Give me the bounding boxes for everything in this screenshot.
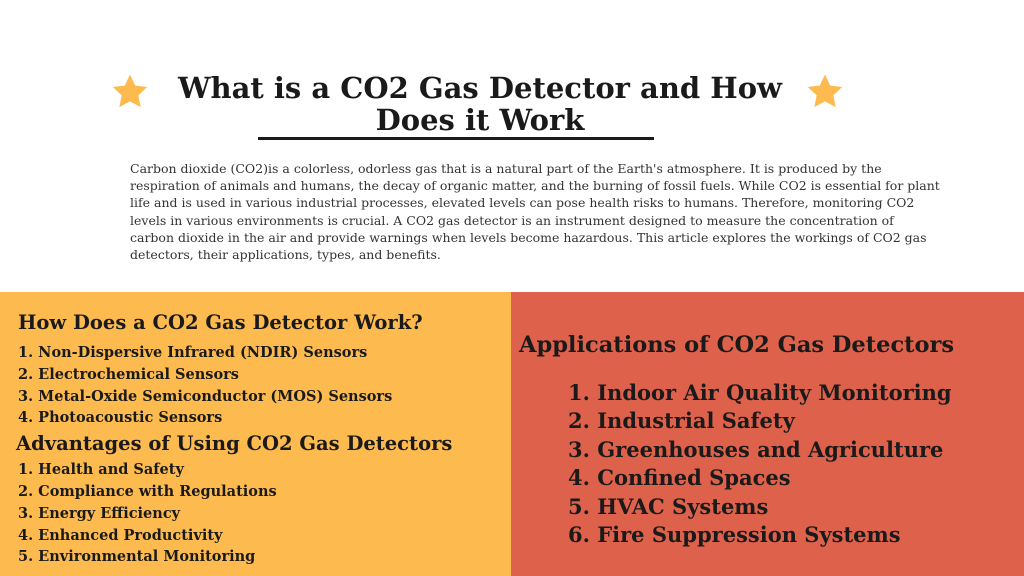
- advantages-list: [18, 459, 511, 568]
- left-panel: [0, 292, 511, 576]
- title-underline: [258, 137, 654, 140]
- right-panel: [511, 292, 1024, 576]
- list-item: 1. Non-Dispersive Infrared (NDIR) Sensors: [18, 344, 368, 361]
- list-item: 2. Industrial Safety: [568, 408, 795, 434]
- list-item: 2. Compliance with Regulations: [18, 482, 277, 500]
- intro-paragraph: Carbon dioxide (CO2)is a colorless, odorless gas that is a natural part of the Earth's atmosphere. It is produced by the respiration of animals and humans, the decay of organic matter, and the burning of fossil fuels. While CO2 is essential for plant life and is used in various industrial processes, elevated levels can pose health risks to humans. Therefore, monitoring CO2 levels in various environments is crucial. A CO2 gas detector is an instrument designed to measure the concentration of carbon dioxide in the air and provide warnings when levels become hazardous. This article explores the workings of CO2 gas detectors, their applications, types, and benefits.: [130, 161, 940, 263]
- list-item: 6. Fire Suppression Systems: [568, 522, 901, 548]
- list-item: 4. Confined Spaces: [568, 465, 791, 491]
- page-title: What is a CO2 Gas Detector and How Does it Work: [177, 71, 783, 137]
- sensor-types-list: [18, 342, 511, 429]
- list-item: 5. HVAC Systems: [568, 493, 769, 519]
- applications-heading: Applications of CO2 Gas Detectors: [519, 332, 955, 358]
- star-icon: [110, 72, 150, 112]
- list-item: 4. Photoacoustic Sensors: [18, 409, 223, 427]
- list-item: 3. Metal-Oxide Semiconductor (MOS) Sensors: [18, 387, 393, 405]
- list-item: 1. Health and Safety: [18, 461, 184, 479]
- list-item: 5. Environmental Monitoring: [18, 548, 256, 566]
- how-it-works-heading: How Does a CO2 Gas Detector Work?: [18, 311, 423, 334]
- advantages-heading: Advantages of Using CO2 Gas Detectors: [16, 432, 453, 456]
- list-item: 3. Energy Efficiency: [18, 504, 181, 522]
- list-item: 4. Enhanced Productivity: [18, 526, 223, 544]
- list-item: 3. Greenhouses and Agriculture: [568, 436, 944, 462]
- star-icon: [805, 72, 845, 112]
- applications-list: [568, 379, 952, 549]
- list-item: 2. Electrochemical Sensors: [18, 365, 239, 383]
- list-item: 1. Indoor Air Quality Monitoring: [568, 380, 952, 405]
